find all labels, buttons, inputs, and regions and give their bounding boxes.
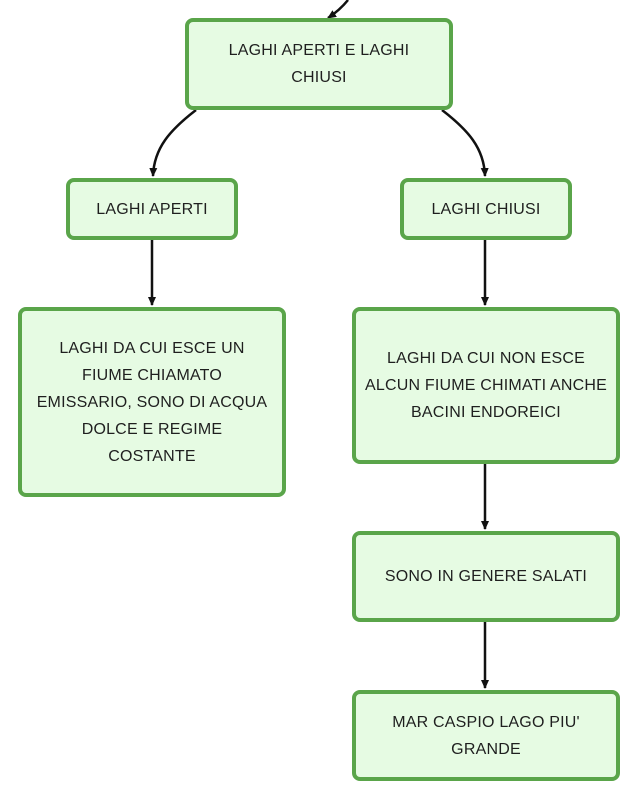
node-open-description-label: LAGHI DA CUI ESCE UN FIUME CHIAMATO EMISSARIO, SONO DI ACQUA DOLCE E REGIME COSTANTE [36, 339, 268, 465]
node-closed-description-label: LAGHI DA CUI NON ESCE ALCUN FIUME CHIMATI ANCHE BACINI ENDOREICI [364, 350, 608, 421]
node-salty-label: SONO IN GENERE SALATI [384, 568, 588, 585]
incoming-edge [328, 0, 348, 18]
node-root [185, 18, 453, 110]
node-caspian [352, 690, 620, 781]
node-open-description [18, 307, 286, 497]
node-closed-description [352, 307, 620, 464]
node-closed-lakes [400, 178, 572, 240]
edge-root-to-closed [442, 110, 485, 176]
node-open-lakes [66, 178, 238, 240]
node-open-lakes-label: LAGHI APERTI [96, 200, 208, 218]
node-salty [352, 531, 620, 622]
node-caspian-label: MAR CASPIO LAGO PIU' GRANDE [392, 713, 580, 758]
edge-root-to-open [153, 110, 196, 176]
node-closed-lakes-label: LAGHI CHIUSI [431, 200, 541, 218]
node-root-label: LAGHI APERTI E LAGHI CHIUSI [228, 42, 410, 86]
